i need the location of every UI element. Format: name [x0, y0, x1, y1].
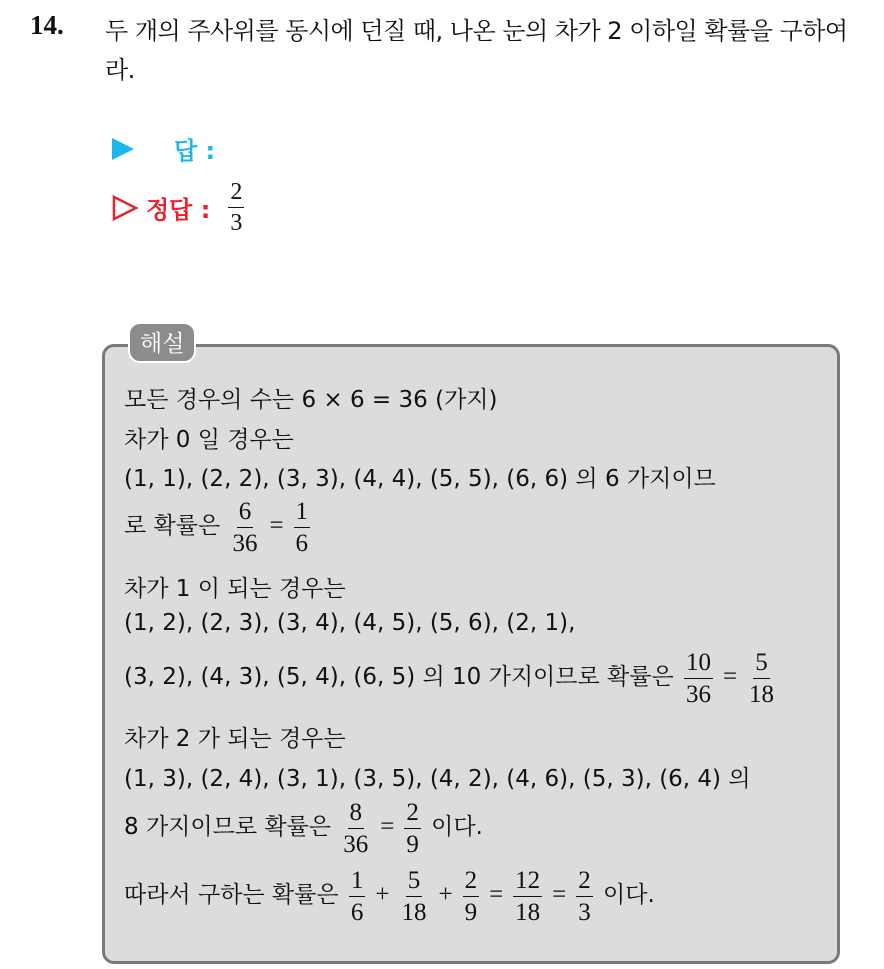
question-number: 14.	[30, 10, 64, 40]
explanation-line-1	[124, 381, 497, 414]
fraction	[684, 650, 713, 707]
numerator: 1	[349, 868, 366, 897]
numerator: 1	[294, 499, 311, 528]
denominator: 36	[343, 831, 369, 858]
answer-blank-label: 답 :	[174, 137, 216, 165]
explanation-line-10: 8 가지이므로 확률은 $\frac{8}{36}$ = $\frac{2}{9}$ 이다.	[124, 799, 483, 858]
fraction	[399, 868, 428, 925]
denominator: 9	[464, 899, 478, 926]
numerator: 6	[237, 499, 254, 528]
explanation-line-3	[124, 460, 716, 493]
line-text: (1, 1), (2, 2), (3, 3), (4, 4), (5, 5), (6, 6) 의 6 가지이므	[124, 466, 716, 492]
triangle-outline-icon	[112, 195, 138, 221]
numerator: 10	[684, 650, 713, 679]
numerator: 2	[576, 868, 593, 897]
line-text: (1, 3), (2, 4), (3, 1), (3, 5), (4, 2), (4, 6), (5, 3), (6, 4) 의	[124, 766, 751, 792]
fraction	[230, 499, 259, 556]
line-text: 차가 1 이 되는 경우는	[124, 576, 346, 602]
line-text: (1, 2), (2, 3), (3, 4), (4, 5), (5, 6), (2, 1),	[124, 610, 576, 636]
line-text: 차가 2 가 되는 경우는	[124, 726, 346, 752]
numerator: 2	[463, 868, 480, 897]
fraction	[341, 800, 370, 857]
numerator: 2	[404, 800, 421, 829]
fraction	[349, 868, 366, 925]
numerator: 12	[513, 868, 542, 897]
numerator: 5	[406, 868, 423, 897]
fraction	[576, 868, 593, 925]
answer-blank-row	[112, 131, 215, 166]
explanation-line-8	[124, 720, 346, 753]
answer-correct-label: 정답 :	[146, 196, 211, 224]
numerator: 8	[348, 800, 365, 829]
line-text: 모든 경우의 수는 6 × 6 = 36 (가지)	[124, 387, 498, 413]
triangle-filled-icon	[112, 138, 134, 160]
denominator: 18	[401, 899, 427, 926]
fraction	[747, 650, 776, 707]
denominator: 18	[515, 899, 541, 926]
denominator: 18	[749, 681, 775, 708]
answer-correct-row	[112, 180, 248, 235]
line-text: 로 확률은	[124, 513, 221, 540]
line-text: 이다.	[603, 882, 655, 909]
denominator: 36	[685, 681, 711, 708]
denominator: 3	[578, 899, 591, 926]
explanation-line-2	[124, 421, 294, 454]
fraction	[513, 868, 542, 925]
explanation-line-4: 로 확률은 $\frac{6}{36}$ = $\frac{1}{6}$	[124, 498, 309, 557]
denominator: 9	[406, 831, 419, 858]
fraction	[404, 800, 421, 857]
denominator: 36	[232, 530, 258, 557]
explanation-line-5	[124, 570, 346, 603]
explanation-line-9	[124, 760, 751, 793]
line-text: 따라서 구하는 확률은	[124, 882, 339, 909]
answer-fraction	[228, 180, 244, 235]
question-text: 두 개의 주사위를 동시에 던질 때, 나온 눈의 차가 2 이하일 확률을 구하여라.	[105, 17, 848, 84]
explanation-line-6	[124, 609, 575, 637]
explanation-tag: 해설	[128, 322, 196, 363]
line-text: (3, 2), (4, 3), (5, 4), (6, 5) 의 10 가지이므로 확률은	[124, 664, 674, 691]
line-text: 8 가지이므로 확률은	[124, 814, 331, 841]
answer-numerator: 2	[228, 180, 244, 208]
denominator: 6	[295, 530, 309, 557]
numerator: 5	[753, 650, 770, 679]
explanation-line-7: (3, 2), (4, 3), (5, 4), (6, 5) 의 10 가지이므로 확률은 $\frac{10}{36}$ = $\frac{5}{18}$	[124, 649, 775, 708]
explanation-line-11: 따라서 구하는 확률은 $\frac{1}{6}$ + $\frac{5}{18}$ + $\frac{2}{9}$ = $\frac{12}{18}$ = $\frac{2}{3}$ 이다.	[124, 867, 655, 926]
line-text: 이다.	[431, 814, 483, 841]
answer-denominator: 3	[230, 210, 243, 236]
line-text: 차가 0 일 경우는	[124, 427, 294, 453]
fraction	[294, 499, 311, 556]
denominator: 6	[350, 899, 364, 926]
fraction	[463, 868, 480, 925]
